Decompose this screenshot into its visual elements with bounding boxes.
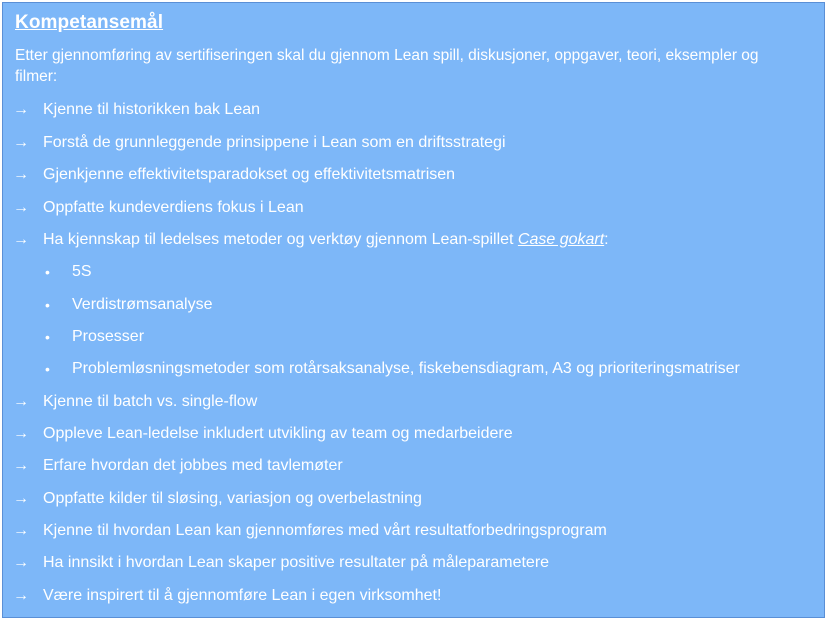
case-gokart-link[interactable]: Case gokart xyxy=(517,231,605,248)
intro-paragraph: Etter gjennomføring av sertifiseringen skal du gjennom Lean spill, diskusjoner, oppgaver, teori, eksempler og filmer: xyxy=(15,47,759,85)
list-item-text: Være inspirert til å gjennomføre Lean i egen virksomhet! xyxy=(43,587,442,604)
arrow-icon: → xyxy=(13,393,29,410)
list-item-text: Kjenne til batch vs. single-flow xyxy=(43,393,258,410)
list-item-text: Gjenkjenne effektivitetsparadokset og effektivitetsmatrisen xyxy=(43,166,456,183)
arrow-icon: → xyxy=(13,490,29,507)
arrow-icon: → xyxy=(13,101,29,118)
arrow-icon: → xyxy=(13,457,29,474)
arrow-icon: → xyxy=(13,554,29,571)
sub-list-item-text: Prosesser xyxy=(72,328,145,345)
arrow-icon: → xyxy=(13,231,29,248)
arrow-icon: → xyxy=(13,587,29,604)
bullet-icon: • xyxy=(45,264,50,280)
arrow-icon: → xyxy=(13,522,29,539)
bullet-icon: • xyxy=(45,361,50,377)
list-item-text: Oppfatte kilder til sløsing, variasjon og overbelastning xyxy=(43,490,422,507)
list-item-text: Oppleve Lean-ledelse inkludert utvikling av team og medarbeidere xyxy=(43,425,513,442)
sub-list-item-text: 5S xyxy=(72,263,92,280)
list-item-text: Forstå de grunnleggende prinsippene i Lean som en driftsstrategi xyxy=(43,134,506,151)
list-item-text: Kjenne til historikken bak Lean xyxy=(43,101,261,118)
sub-list-item-text: Verdistrømsanalyse xyxy=(72,296,213,313)
case-item-prefix: Ha kjennskap til ledelses metoder og verktøy gjennom Lean-spillet xyxy=(43,231,518,248)
section-title: Kompetansemål xyxy=(15,12,164,33)
bullet-icon: • xyxy=(45,329,50,345)
arrow-icon: → xyxy=(13,425,29,442)
competence-goals-panel xyxy=(2,2,825,618)
list-item-text: Oppfatte kundeverdiens fokus i Lean xyxy=(43,199,304,216)
sub-list-item-text: Problemløsningsmetoder som rotårsaksanalyse, fiskebensdiagram, A3 og prioriteringsmatriser xyxy=(72,360,740,377)
list-item-text: Kjenne til hvordan Lean kan gjennomføres med vårt resultatforbedringsprogram xyxy=(43,522,607,539)
bullet-icon: • xyxy=(45,297,50,313)
arrow-icon: → xyxy=(13,199,29,216)
arrow-icon: → xyxy=(13,134,29,151)
arrow-icon: → xyxy=(13,166,29,183)
list-item-text: Ha innsikt i hvordan Lean skaper positive resultater på måleparametere xyxy=(43,554,550,571)
list-item-text xyxy=(43,229,609,251)
case-item-suffix: : xyxy=(604,231,609,248)
list-item-text: Erfare hvordan det jobbes med tavlemøter xyxy=(43,457,343,474)
